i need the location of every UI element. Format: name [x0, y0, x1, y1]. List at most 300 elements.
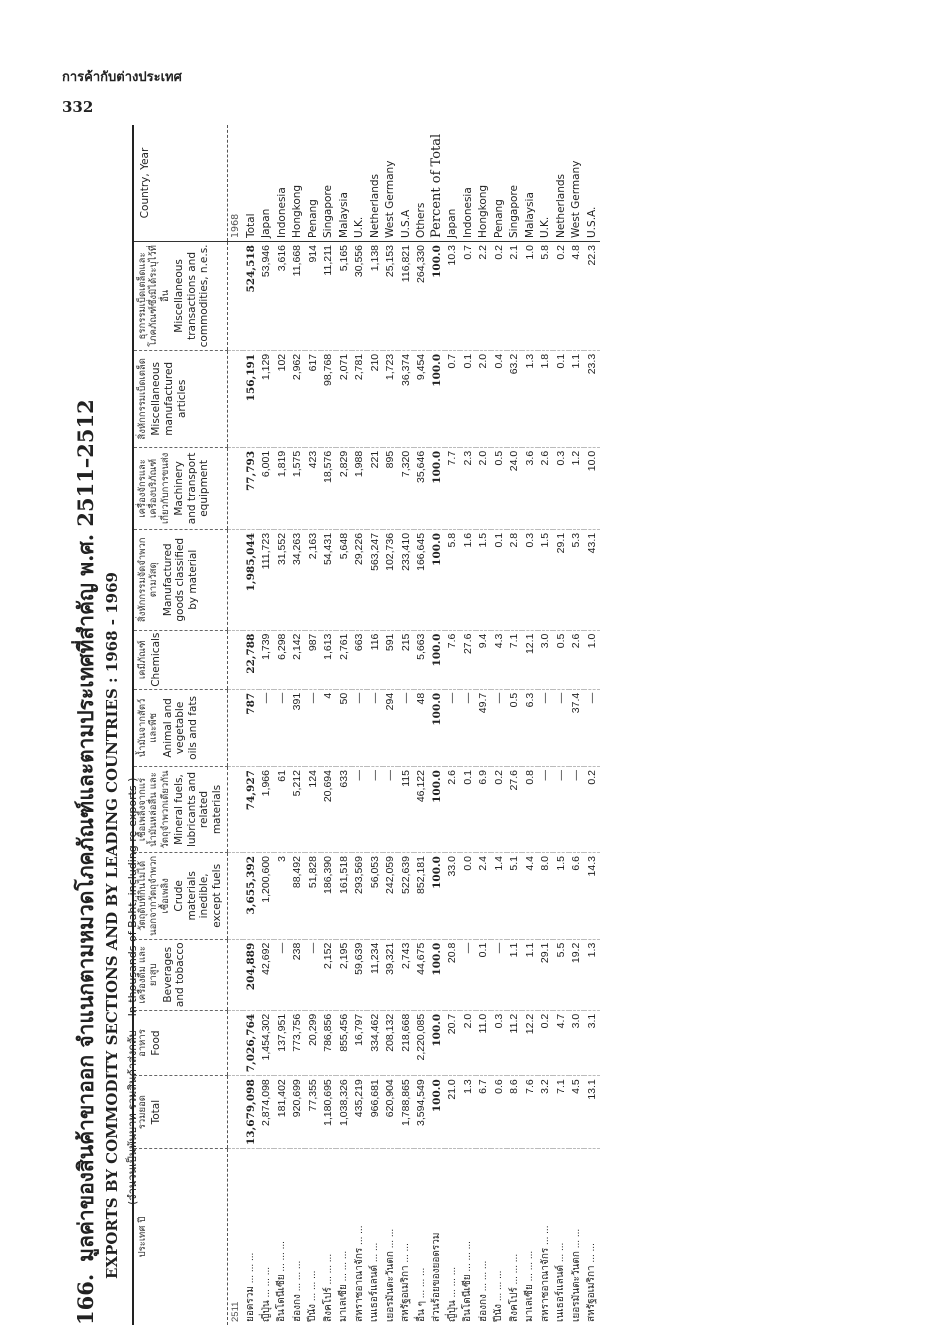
table-cell: 53,946	[259, 242, 275, 351]
header-row	[134, 125, 227, 1325]
table-cell: 3.0	[569, 1010, 585, 1075]
table-cell: 49.7	[476, 689, 492, 766]
table-cell: 5,212	[290, 767, 306, 853]
table-cell: 19.2	[569, 939, 585, 1010]
column-header-english: Crude materials inedible, except fuels	[173, 863, 223, 928]
table-cell: 18,576	[321, 447, 337, 529]
row-label-english: Netherlands	[367, 125, 383, 242]
column-header-thai: เชื้อเพลิงจากแร่ น้ำมันหล่อลื่น และวัตถุจำพวกเดียวกัน	[137, 770, 171, 849]
table-cell: 1,180,695	[321, 1076, 337, 1149]
country-row	[336, 125, 352, 1325]
table-cell: 1,613	[321, 630, 337, 689]
empty-cell	[227, 350, 243, 447]
table-cell: 7.1	[507, 630, 523, 689]
table-cell: 1,819	[274, 447, 290, 529]
table-cell: 100.0	[429, 853, 445, 940]
table-cell: 391	[290, 689, 306, 766]
column-header-english: Beverages and tobacco	[161, 942, 187, 1008]
percent-country-row	[553, 125, 569, 1325]
table-cell: 1,739	[259, 630, 275, 689]
table-cell: 0.0	[460, 853, 476, 940]
table-cell: 3.6	[522, 447, 538, 529]
country-row	[383, 125, 399, 1325]
table-cell: 6.3	[522, 689, 538, 766]
running-head: การค้ากับต่างประเทศ	[62, 70, 182, 85]
table-cell: 215	[398, 630, 414, 689]
table-cell: 210	[367, 350, 383, 447]
table-cell: 2.0	[476, 447, 492, 529]
table-cell: 5.8	[538, 242, 554, 351]
table-cell: 0.3	[553, 447, 569, 529]
column-header	[134, 529, 227, 630]
table-cell: 4.4	[522, 853, 538, 940]
table-cell: —	[491, 939, 507, 1010]
empty-cell	[227, 1076, 243, 1149]
table-cell: 3	[274, 853, 290, 940]
table-cell: 16,797	[352, 1010, 368, 1075]
table-cell: 35,646	[414, 447, 430, 529]
table-cell: 20.8	[445, 939, 461, 1010]
country-row	[398, 125, 414, 1325]
table-cell: 0.7	[460, 242, 476, 351]
row-label-thai: อื่น ๆ ... ... ...	[415, 1267, 427, 1322]
table-cell: 1.5	[553, 853, 569, 940]
table-cell: 1.0	[522, 242, 538, 351]
column-header-thai: วัตถุดิบที่กินไม่ได้ นอกจากวัตถุจำพวกเชื้อเพลิง	[137, 855, 171, 936]
percent-country-row	[445, 125, 461, 1325]
table-cell: 1.0	[584, 630, 600, 689]
table-cell: 663	[352, 630, 368, 689]
table-cell: 5,663	[414, 630, 430, 689]
table-cell: 6.7	[476, 1076, 492, 1149]
table-cell: —	[584, 689, 600, 766]
column-header-english: Miscellaneous transactions and commodities, n.e.s.	[173, 244, 211, 348]
table-cell: 29.1	[538, 939, 554, 1010]
table-cell: 334,462	[367, 1010, 383, 1075]
column-header-thai: สิ่งหักกรรมเบ็ดเตล็ด	[137, 358, 148, 440]
table-cell: 1,966	[259, 767, 275, 853]
table-cell: 2,152	[321, 939, 337, 1010]
rotated-table-page	[70, 125, 890, 1325]
row-label-thai: ฮ่องกง ... ... ...	[291, 1260, 303, 1322]
table-cell: 46,122	[414, 767, 430, 853]
table-cell: 4.8	[569, 242, 585, 351]
table-cell: 8.6	[507, 1076, 523, 1149]
column-header-english: Manufactured goods classified by material	[161, 537, 199, 622]
table-cell: 31,552	[274, 529, 290, 630]
table-cell: 21.0	[445, 1076, 461, 1149]
empty-cell	[227, 689, 243, 766]
table-cell: 204,889	[243, 939, 259, 1010]
table-cell: 987	[305, 630, 321, 689]
column-header-thai: รวมยอด	[137, 1095, 148, 1130]
table-cell: —	[367, 689, 383, 766]
units-thai: (จำนวนเป็นพันบาท รวมสินค้าส่งกลับ	[126, 1030, 139, 1205]
row-label-thai: สหราชอาณาจักร ... ...	[539, 1225, 551, 1322]
row-label-english: Percent of Total	[429, 125, 445, 242]
table-cell: 27.6	[507, 767, 523, 853]
table-cell: 0.2	[538, 1010, 554, 1075]
table-cell: 37.4	[569, 689, 585, 766]
table-cell: 293,569	[352, 853, 368, 940]
column-header-thai: สิ่งหักกรรมจัดจำพวกตามวัสดุ	[137, 537, 160, 623]
empty-cell	[227, 630, 243, 689]
row-label-english: West Germany	[383, 125, 399, 242]
table-cell: 29.1	[553, 529, 569, 630]
table-cell: 12.2	[522, 1010, 538, 1075]
row-label-thai: เยอรมันตะวันตก ... ...	[570, 1228, 582, 1322]
table-cell: 1.1	[522, 939, 538, 1010]
table-cell: 54,431	[321, 529, 337, 630]
table-cell: 264,330	[414, 242, 430, 351]
row-label-thai: มาเลเซีย ... ... ...	[338, 1250, 350, 1322]
table-cell: 161,518	[336, 853, 352, 940]
row-label-thai: ฮ่องกง ... ... ...	[477, 1260, 489, 1322]
table-cell: 435,219	[352, 1076, 368, 1149]
table-cell: 51,828	[305, 853, 321, 940]
table-cell: 102,736	[383, 529, 399, 630]
percent-country-row	[491, 125, 507, 1325]
empty-cell	[227, 767, 243, 853]
table-cell: 2.1	[507, 242, 523, 351]
table-cell: —	[460, 689, 476, 766]
table-cell: 2.2	[476, 242, 492, 351]
table-cell: 3.0	[538, 630, 554, 689]
table-cell: 0.4	[491, 350, 507, 447]
table-cell: 63.2	[507, 350, 523, 447]
table-cell: 102	[274, 350, 290, 447]
row-label-thai: ยอดรวม ... ... ...	[245, 1252, 257, 1322]
table-cell: 34,263	[290, 529, 306, 630]
table-cell: —	[305, 689, 321, 766]
country-row	[367, 125, 383, 1325]
table-cell: 218,668	[398, 1010, 414, 1075]
table-cell: —	[352, 689, 368, 766]
table-cell: 0.8	[522, 767, 538, 853]
column-header-thai: ธุรกรรมเบ็ดเตล็ดและโภคภัณฑ์ซึ่งมิได้ระบุไว้ที่อื่น	[137, 245, 171, 347]
row-label-thai: มาเลเซีย ... ... ...	[524, 1250, 536, 1322]
row-label-thai: เนเธอร์แลนด์ ... ...	[555, 1242, 567, 1322]
table-cell: 11,668	[290, 242, 306, 351]
column-header	[134, 242, 227, 351]
table-cell: 2,829	[336, 447, 352, 529]
column-header	[134, 767, 227, 853]
percent-country-row	[538, 125, 554, 1325]
table-cell: 522,639	[398, 853, 414, 940]
column-header	[134, 1010, 227, 1075]
table-cell: 1,138	[367, 242, 383, 351]
table-cell: 1,129	[259, 350, 275, 447]
row-label-english: Malaysia	[522, 125, 538, 242]
column-header-english: Miscellaneous manufactured articles	[150, 361, 188, 436]
table-cell: 1,200,600	[259, 853, 275, 940]
table-cell: 524,518	[243, 242, 259, 351]
row-label-thai: ส่วนร้อยของยอดรวม	[431, 1232, 443, 1322]
table-cell: —	[274, 939, 290, 1010]
column-header-english: Machinery and transport equipment	[173, 452, 211, 525]
table-cell: 5,165	[336, 242, 352, 351]
title-thai-text: มูลค่าของสินค้าขาออก จำแนกตามหมวดโภคภัณฑ์และตามประเทศที่สำคัญ พ.ศ. 2511–2512	[73, 399, 98, 1262]
row-label-english: Hongkong	[476, 125, 492, 242]
row-label-thai: อินโดนีเซีย ... ... ...	[276, 1241, 288, 1322]
column-header	[134, 447, 227, 529]
table-cell: 221	[367, 447, 383, 529]
table-cell: 852,181	[414, 853, 430, 940]
country-row	[414, 125, 430, 1325]
table-cell: 5.5	[553, 939, 569, 1010]
table-cell: 2.3	[460, 447, 476, 529]
table-cell: 2,071	[336, 350, 352, 447]
table-cell: 914	[305, 242, 321, 351]
table-cell: 100.0	[429, 1010, 445, 1075]
table-cell: 7.6	[522, 1076, 538, 1149]
column-header-thai: น้ำมันจากสัตว์ และพืช	[137, 698, 160, 758]
table-cell: 0.2	[491, 767, 507, 853]
row-label-thai: ญี่ปุ่น ... ... ...	[446, 1266, 458, 1322]
table-cell: —	[274, 689, 290, 766]
country-row	[352, 125, 368, 1325]
table-cell: 137,951	[274, 1010, 290, 1075]
row-label-english: Others	[414, 125, 430, 242]
table-cell: 100.0	[429, 767, 445, 853]
column-header	[134, 350, 227, 447]
country-row	[290, 125, 306, 1325]
table-body	[227, 125, 600, 1325]
percent-country-row	[522, 125, 538, 1325]
table-cell: 2,220,085	[414, 1010, 430, 1075]
table-cell: —	[460, 939, 476, 1010]
column-header-thai: เคมีภัณฑ์	[137, 640, 148, 680]
table-cell: 9,454	[414, 350, 430, 447]
percent-country-row	[507, 125, 523, 1325]
table-cell: 42,692	[259, 939, 275, 1010]
column-header	[134, 125, 227, 242]
table-cell: 2,781	[352, 350, 368, 447]
table-cell: 5.8	[445, 529, 461, 630]
column-header-english: Mineral fuels, lubricants and related materials	[173, 772, 223, 848]
table-cell: 1.1	[507, 939, 523, 1010]
row-label-english: Netherlands	[553, 125, 569, 242]
table-cell: 2,743	[398, 939, 414, 1010]
column-header-thai: ประเทศ ปี	[137, 1216, 148, 1258]
table-cell: 2,962	[290, 350, 306, 447]
table-cell: 10.0	[584, 447, 600, 529]
table-cell: 2.6	[569, 630, 585, 689]
table-cell: 0.3	[522, 529, 538, 630]
table-cell: 1.6	[460, 529, 476, 630]
table-cell: 5.1	[507, 853, 523, 940]
row-label-thai: สหราชอาณาจักร ... ...	[353, 1225, 365, 1322]
row-label-english: U.K.	[352, 125, 368, 242]
row-label-thai: 2511	[229, 1301, 241, 1322]
table-cell: —	[538, 767, 554, 853]
table-cell: —	[553, 767, 569, 853]
table-cell: 29,226	[352, 529, 368, 630]
row-label-thai: เยอรมันตะวันตก ... ...	[384, 1228, 396, 1322]
row-label-english: Total	[243, 125, 259, 242]
table-cell: 2.0	[476, 350, 492, 447]
column-header-english: Total	[150, 1099, 163, 1125]
table-cell: 30,556	[352, 242, 368, 351]
table-cell: 33.0	[445, 853, 461, 940]
table-cell: 22.3	[584, 242, 600, 351]
total-row	[243, 125, 259, 1325]
table-cell: 0.1	[491, 529, 507, 630]
row-label-english: U.S.A.	[584, 125, 600, 242]
table-cell: 7.6	[445, 630, 461, 689]
column-header-english: Animal and vegetable oils and fats	[161, 695, 199, 760]
table-cell: 3.2	[538, 1076, 554, 1149]
table-cell: 895	[383, 447, 399, 529]
table-cell: 50	[336, 689, 352, 766]
row-label-thai: สิงคโปร์ ... ... ...	[322, 1253, 334, 1322]
table-cell: 0.5	[491, 447, 507, 529]
table-cell: 116	[367, 630, 383, 689]
table-number: 166.	[73, 1273, 98, 1325]
table-cell: 0.2	[553, 242, 569, 351]
row-label-english: Singapore	[507, 125, 523, 242]
table-cell: 0.5	[553, 630, 569, 689]
country-row	[274, 125, 290, 1325]
row-label-thai: ปีนัง ... ... ...	[493, 1270, 505, 1322]
table-cell: 115	[398, 767, 414, 853]
table-cell: 56,053	[367, 853, 383, 940]
table-cell: 100.0	[429, 939, 445, 1010]
table-cell: 4.5	[569, 1076, 585, 1149]
row-label-english: U.S.A	[398, 125, 414, 242]
country-row	[321, 125, 337, 1325]
table-cell: 13,679,098	[243, 1076, 259, 1149]
table-cell: 6,298	[274, 630, 290, 689]
row-label-english: Singapore	[321, 125, 337, 242]
table-cell: 8.0	[538, 853, 554, 940]
table-cell: 4.7	[553, 1010, 569, 1075]
table-cell: 1,788,865	[398, 1076, 414, 1149]
table-cell: 3.1	[584, 1010, 600, 1075]
table-cell: 25,153	[383, 242, 399, 351]
table-cell: 77,355	[305, 1076, 321, 1149]
table-cell: 633	[336, 767, 352, 853]
table-cell: —	[491, 689, 507, 766]
table-cell: 2.6	[538, 447, 554, 529]
title-english: EXPORTS BY COMMODITY SECTIONS AND BY LEADING COUNTRIES : 1968 - 1969	[103, 572, 121, 1279]
table-cell: 74,927	[243, 767, 259, 853]
row-label-english: Japan	[259, 125, 275, 242]
table-cell: 6,001	[259, 447, 275, 529]
empty-cell	[227, 1010, 243, 1075]
table-cell: 208,132	[383, 1010, 399, 1075]
table-cell: 5.3	[569, 529, 585, 630]
table-cell: 20,694	[321, 767, 337, 853]
table-cell: —	[383, 767, 399, 853]
column-header-english: Food	[150, 1030, 163, 1056]
table-cell: 22,788	[243, 630, 259, 689]
row-label-thai: สิงคโปร์ ... ... ...	[508, 1253, 520, 1322]
table-cell: 1.5	[538, 529, 554, 630]
table-cell: 11,211	[321, 242, 337, 351]
table-cell: 3,594,549	[414, 1076, 430, 1149]
table-cell: 7.7	[445, 447, 461, 529]
table-cell: 3,616	[274, 242, 290, 351]
empty-cell	[227, 529, 243, 630]
table-cell: 2.0	[460, 1010, 476, 1075]
column-header-thai: เครื่องจักรและเครื่องบริภัณฑ์เกี่ยวกับการขนส่ง	[137, 452, 171, 525]
table-cell: 0.2	[491, 242, 507, 351]
table-cell: 27.6	[460, 630, 476, 689]
table-cell: —	[305, 939, 321, 1010]
row-label-thai: สหรัฐอเมริกา ... ...	[586, 1243, 598, 1322]
table-cell: 20,299	[305, 1010, 321, 1075]
table-cell: 2,761	[336, 630, 352, 689]
country-row	[259, 125, 275, 1325]
table-cell: 100.0	[429, 447, 445, 529]
table-cell: 7,026,764	[243, 1010, 259, 1075]
empty-cell	[227, 447, 243, 529]
row-label-english: Malaysia	[336, 125, 352, 242]
column-header	[134, 1149, 227, 1326]
table-cell: 156,191	[243, 350, 259, 447]
table-cell: 423	[305, 447, 321, 529]
empty-cell	[227, 242, 243, 351]
table-cell: 43.1	[584, 529, 600, 630]
table-cell: 1,985,044	[243, 529, 259, 630]
table-cell: 620,904	[383, 1076, 399, 1149]
row-label-english: U.K.	[538, 125, 554, 242]
table-title-block	[70, 125, 141, 1325]
table-cell: 294	[383, 689, 399, 766]
table-cell: 238	[290, 939, 306, 1010]
row-label-english: Penang	[491, 125, 507, 242]
table-cell: 124	[305, 767, 321, 853]
table-cell: 773,756	[290, 1010, 306, 1075]
table-cell: 6.9	[476, 767, 492, 853]
table-cell: 13.1	[584, 1076, 600, 1149]
percent-country-row	[460, 125, 476, 1325]
table-cell: 2,874,098	[259, 1076, 275, 1149]
row-label-english: Hongkong	[290, 125, 306, 242]
percent-country-row	[584, 125, 600, 1325]
table-cell: 2.6	[445, 767, 461, 853]
table-cell: 966,681	[367, 1076, 383, 1149]
table-cell: 2.8	[507, 529, 523, 630]
table-cell: 0.3	[491, 1010, 507, 1075]
table-cell: 2.4	[476, 853, 492, 940]
table-cell: 0.1	[476, 939, 492, 1010]
page-number: 332	[62, 98, 94, 116]
empty-cell	[227, 853, 243, 940]
year-row	[227, 125, 243, 1325]
exports-table	[134, 125, 600, 1325]
table-cell: 1,575	[290, 447, 306, 529]
country-row	[305, 125, 321, 1325]
table-cell: 242,059	[383, 853, 399, 940]
table-cell: 98,768	[321, 350, 337, 447]
table-cell: 2,195	[336, 939, 352, 1010]
column-header	[134, 689, 227, 766]
table-cell: 786,856	[321, 1010, 337, 1075]
table-cell: 4.3	[491, 630, 507, 689]
table-cell: 1,038,326	[336, 1076, 352, 1149]
table-cell: 20.7	[445, 1010, 461, 1075]
table-cell: —	[259, 689, 275, 766]
table-cell: 166,645	[414, 529, 430, 630]
title-thai	[70, 125, 103, 1325]
row-label-english: Penang	[305, 125, 321, 242]
table-cell: 0.1	[460, 767, 476, 853]
table-cell: 61	[274, 767, 290, 853]
row-label-thai: เนเธอร์แลนด์ ... ...	[369, 1242, 381, 1322]
table-cell: 48	[414, 689, 430, 766]
